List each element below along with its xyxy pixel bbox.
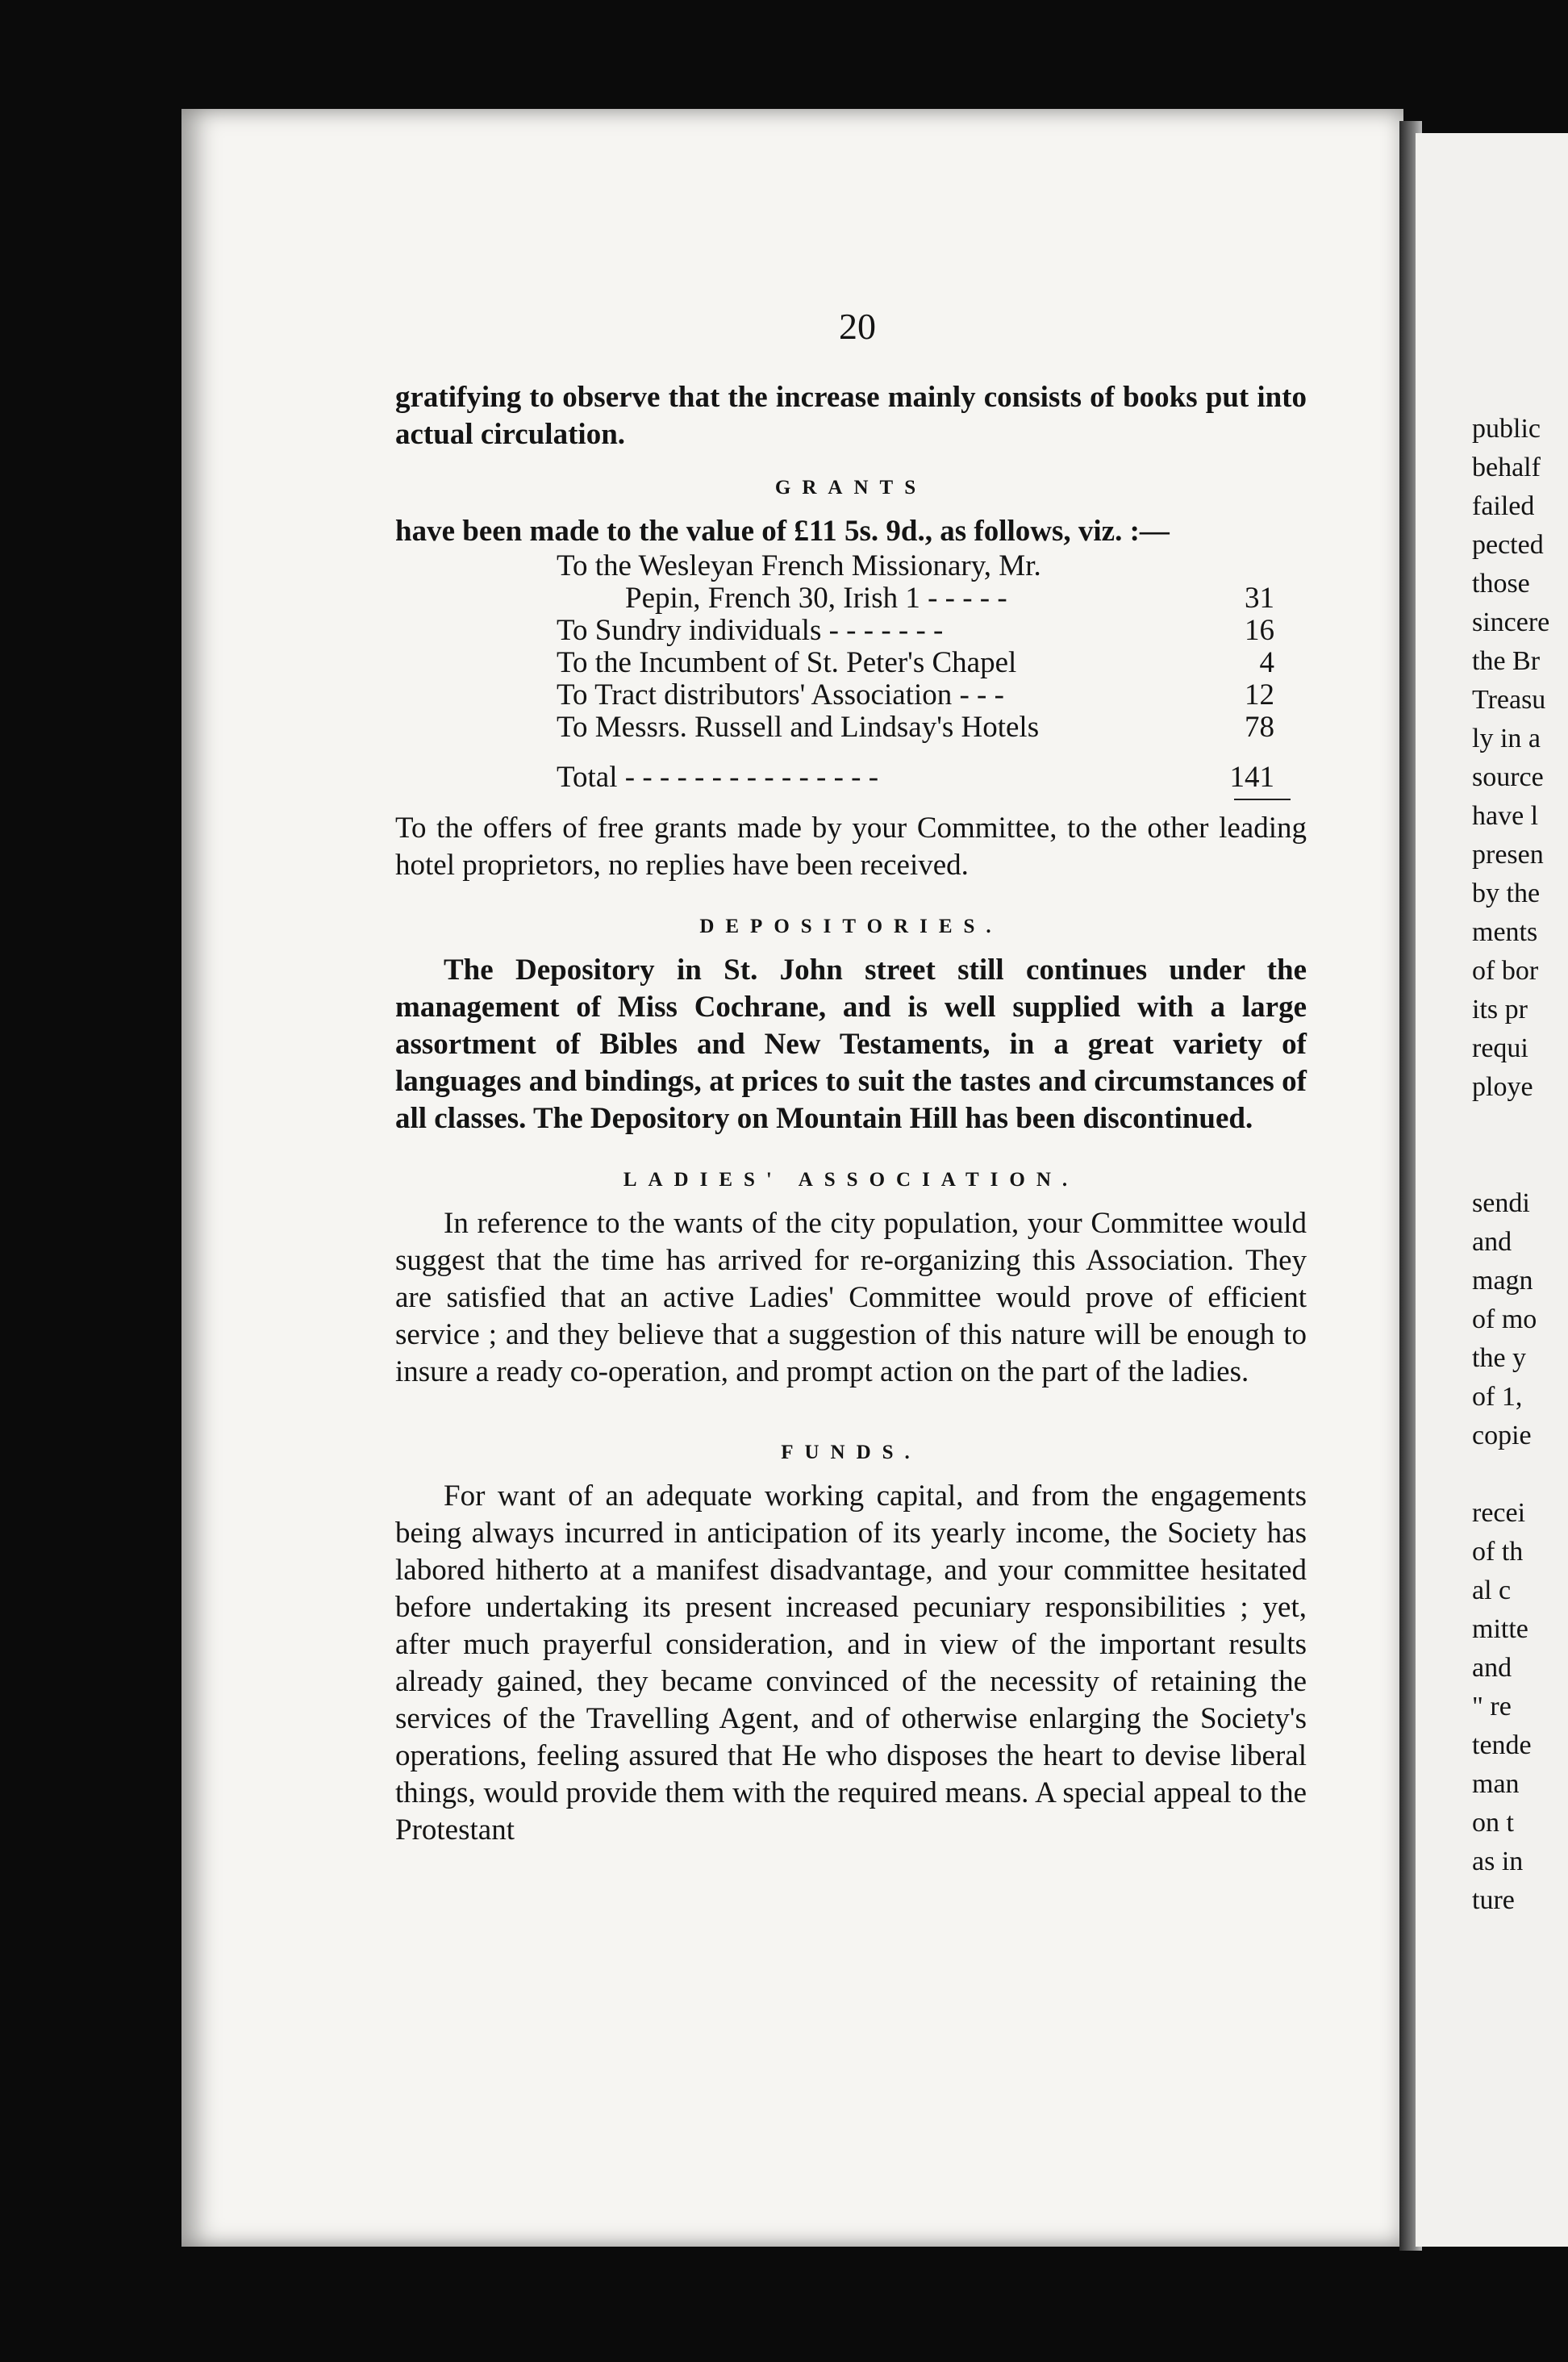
grant-row	[557, 679, 1274, 712]
fragment-line: al c	[1472, 1575, 1512, 1605]
grant-label: To the Wesleyan French Missionary, Mr.	[557, 549, 1041, 582]
fragment-line: and	[1472, 1227, 1512, 1257]
grant-row	[557, 712, 1274, 744]
fragment-line: Treasu	[1472, 685, 1546, 715]
fragment-line	[1472, 1455, 1568, 1494]
ladies-association-paragraph: In reference to the wants of the city population, your Committee would suggest that the time has arrived for re-organizing this Association. They are satisfied that an active Ladies' Committee would prove of efficient service ; and they believe that a suggestion of this nature will be enough to insure a ready co-operation, and prompt action on the part of the ladies.	[395, 1207, 1307, 1388]
grant-row	[557, 582, 1274, 615]
fragment-line	[1472, 1107, 1568, 1146]
fragment-line: its pr	[1472, 995, 1528, 1025]
fragment-line: recei	[1472, 1498, 1526, 1528]
fragment-line: public	[1472, 414, 1541, 444]
grants-closing: To the offers of free grants made by your Committee, to the other leading hotel proprietors, no replies have been received.	[395, 812, 1307, 882]
fragment-line: ly in a	[1472, 724, 1541, 753]
page-number: 20	[839, 306, 876, 347]
fragment-line: ploye	[1472, 1072, 1533, 1102]
grant-amount: 31	[1245, 582, 1274, 615]
page-body	[395, 298, 1307, 1849]
intro-paragraph: gratifying to observe that the increase mainly consists of books put into actual circulation.	[395, 381, 1307, 451]
fragment-line: of th	[1472, 1537, 1524, 1567]
fragment-line: source	[1472, 762, 1544, 792]
grant-label: To Messrs. Russell and Lindsay's Hotels	[557, 711, 1040, 744]
grant-amount: 78	[1245, 711, 1274, 744]
total-amount: 141	[1229, 761, 1274, 794]
grant-label: Pepin, French 30, Irish 1 - - - - -	[625, 582, 1007, 615]
fragment-line: the y	[1472, 1343, 1527, 1373]
grants-heading: GRANTS	[774, 477, 928, 499]
fragment-line: man	[1472, 1769, 1520, 1799]
fragment-line: pected	[1472, 530, 1544, 560]
right-page-text	[1472, 410, 1568, 1920]
fragment-line: copie	[1472, 1421, 1532, 1450]
grants-lead: have been made to the value of £11 5s. 9d., as follows, viz. :—	[395, 515, 1170, 548]
grant-amount: 4	[1259, 646, 1274, 679]
fragment-line: the Br	[1472, 646, 1541, 676]
grant-label: To Sundry individuals - - - - - - -	[557, 614, 944, 647]
fragment-line: ments	[1472, 917, 1538, 947]
funds-paragraph: For want of an adequate working capital, and from the engagements being always incurred in anticipation of its yearly income, the Society has labored hitherto at a manifest disadvantage, and your committee hesitated before undertaking its present increased pecuniary responsibilities ; yet, after much prayerful consideration, and in view of the important results already gained, they became convinced of the necessity of retaining the services of the Travelling Agent, and of otherwise enlarging the Society's operations, feeling assured that He who disposes the heart to devise liberal things, would provide them with the required means. A special appeal to the Protestant	[395, 1479, 1307, 1847]
total-rule	[1234, 799, 1291, 800]
fragment-line: presen	[1472, 840, 1544, 870]
depositories-heading: DEPOSITORIES.	[699, 916, 1003, 937]
fragment-line: and	[1472, 1653, 1512, 1683]
funds-heading: FUNDS.	[781, 1442, 921, 1463]
fragment-line	[1472, 1146, 1568, 1184]
grants-list	[557, 550, 1274, 800]
fragment-line: sendi	[1472, 1188, 1530, 1218]
grant-row	[557, 647, 1274, 679]
fragment-line: of bor	[1472, 956, 1539, 986]
grant-amount	[1218, 550, 1274, 582]
grant-label: To the Incumbent of St. Peter's Chapel	[557, 646, 1017, 679]
fragment-line: failed	[1472, 491, 1535, 521]
grant-amount: 12	[1245, 678, 1274, 712]
fragment-line: ture	[1472, 1885, 1515, 1915]
fragment-line: as in	[1472, 1847, 1524, 1876]
depositories-paragraph: The Depository in St. John street still continues under the management of Miss Cochrane, and is well supplied with a large assortment of Bibles and New Testaments, in a great variety of languages and bindings, at prices to suit the tastes and circumstances of all classes. The Depository on Mountain Hill has been discontinued.	[395, 954, 1307, 1135]
fragment-line: mitte	[1472, 1614, 1528, 1644]
grant-row	[557, 615, 1274, 647]
fragment-line: behalf	[1472, 453, 1541, 482]
ladies-association-heading: LADIES' ASSOCIATION.	[623, 1169, 1079, 1191]
fragment-line: those	[1472, 569, 1530, 599]
fragment-line: on t	[1472, 1808, 1514, 1838]
grant-row	[557, 550, 1274, 582]
fragment-line: have l	[1472, 801, 1539, 831]
grant-total-row	[557, 762, 1274, 794]
fragment-line: of mo	[1472, 1304, 1537, 1334]
fragment-line: requi	[1472, 1033, 1528, 1063]
fragment-line: " re	[1472, 1692, 1512, 1721]
fragment-line: tende	[1472, 1730, 1532, 1760]
fragment-line: by the	[1472, 878, 1541, 908]
fragment-line: magn	[1472, 1266, 1533, 1296]
fragment-line: sincere	[1472, 607, 1550, 637]
total-label: Total - - - - - - - - - - - - - - -	[557, 761, 879, 794]
grant-amount: 16	[1245, 614, 1274, 647]
fragment-line: of 1,	[1472, 1382, 1523, 1412]
grant-label: To Tract distributors' Association - - -	[557, 678, 1004, 712]
